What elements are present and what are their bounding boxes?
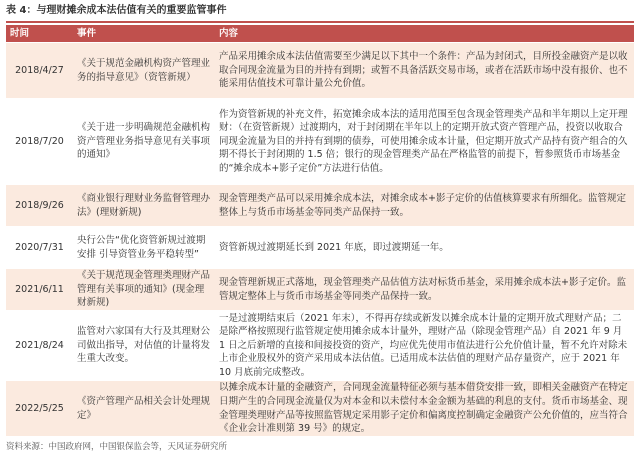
header-content: 内容: [215, 25, 634, 43]
regulatory-events-table: [6, 25, 634, 437]
table-row: [6, 43, 634, 99]
row-time: 2018/9/26: [6, 185, 73, 227]
table-row: [6, 99, 634, 185]
row-content: 现金管理类产品可以采用摊余成本法，对摊余成本+影子定价的估值核算要求有所细化。监管规定整体上与货币市场基金等同类产品保持一致。: [215, 185, 634, 227]
row-time: 2018/4/27: [6, 43, 73, 99]
row-time: 2021/6/11: [6, 269, 73, 311]
row-event: 《关于进一步明确规范金融机构资产管理业务指导意见有关事项的通知》: [73, 99, 215, 185]
table-row: [6, 185, 634, 227]
row-time: 2021/8/24: [6, 311, 73, 381]
header-time: 时间: [6, 25, 73, 43]
row-event: 《关于规范现金管理类理财产品管理有关事项的通知》(现金理财新规): [73, 269, 215, 311]
row-time: 2020/7/31: [6, 227, 73, 269]
row-event: 央行公告“优化资管新规过渡期安排 引导资管业务平稳转型”: [73, 227, 215, 269]
row-time: 2022/5/25: [6, 381, 73, 437]
table-row: [6, 311, 634, 381]
row-content: 作为资管新规的补充文件，拓宽摊余成本法的适用范围至包含现金管理类产品和半年期以上定开理财：（在资管新规）过渡期内，对于封闭期在半年以上的定期开放式资产管理产品，投资以收取合同现金流量为目的并持有到期的债券，可使用摊余成本计量，但定期开放式产品持有资产组合的久期不得长于封闭期的 1.5 倍；银行的现金管理类产品在严格监管的前提下，暂参照货币市场基金的“摊余成本+影子定价”方法进行估值。: [215, 99, 634, 185]
table-row: [6, 269, 634, 311]
row-time: 2018/7/20: [6, 99, 73, 185]
row-event: 《关于规范金融机构资产管理业务的指导意见》（资管新规）: [73, 43, 215, 99]
row-event: 《资产管理产品相关会计处理规定》: [73, 381, 215, 437]
row-content: 现金管理新规正式落地，现金管理类产品估值方法对标货币基金，采用摊余成本法+影子定价。监管规定整体上与货币市场基金等同类产品保持一致。: [215, 269, 634, 311]
table-header-row: [6, 25, 634, 43]
row-event: 《商业银行理财业务监督管理办法》(理财新规): [73, 185, 215, 227]
table-title: 表 4：与理财摊余成本法估值有关的重要监管事件: [6, 3, 634, 23]
row-content: 一是过渡期结束后（2021 年末），不得再存续或新发以摊余成本计量的定期开放式理财产品；二是除严格按照现行监管规定使用摊余成本计量外，理财产品（除现金管理产品）自 2021 年 9 月 1 日之后新增的直接和间接投资的资产，均应优先使用市值法进行公允价值计量，暂不允许对除未上市企业股权外的资产采用成本法估值。已适用成本法估值的理财产品存量资产，应于 2021 年 10 月底前完成整改。: [215, 311, 634, 381]
source-note: 资料来源：中国政府网，中国银保监会等，天风证券研究所: [6, 442, 228, 452]
table-row: [6, 227, 634, 269]
row-event: 监管对六家国有大行及其理财公司做出指导，对估值的计量将发生重大改变。: [73, 311, 215, 381]
header-event: 事件: [73, 25, 215, 43]
row-content: 资管新规过渡期延长到 2021 年底，即过渡期延一年。: [215, 227, 634, 269]
row-content: 产品采用摊余成本法估值需要至少满足以下其中一个条件：产品为封闭式，目所投金融资产是以收取合同现金流量为目的并持有到期；或暂不具备活跃交易市场，或者在活跃市场中没有报价、也不能采用估值技术可靠计量公允价值。: [215, 43, 634, 99]
table-row: [6, 381, 634, 437]
row-content: 以摊余成本计量的金融资产，合同现金流量特征必须与基本借贷安排一致，即相关金融资产在特定日期产生的合同现金流量仅为对本金和以未偿付本金金额为基础的利息的支付。货币市场基金、现金管理类理财产品等按照监管规定采用影子定价和偏离度控制确定金融资产公允价值的，应当符合《企业会计准则第 39 号》的规定。: [215, 381, 634, 437]
